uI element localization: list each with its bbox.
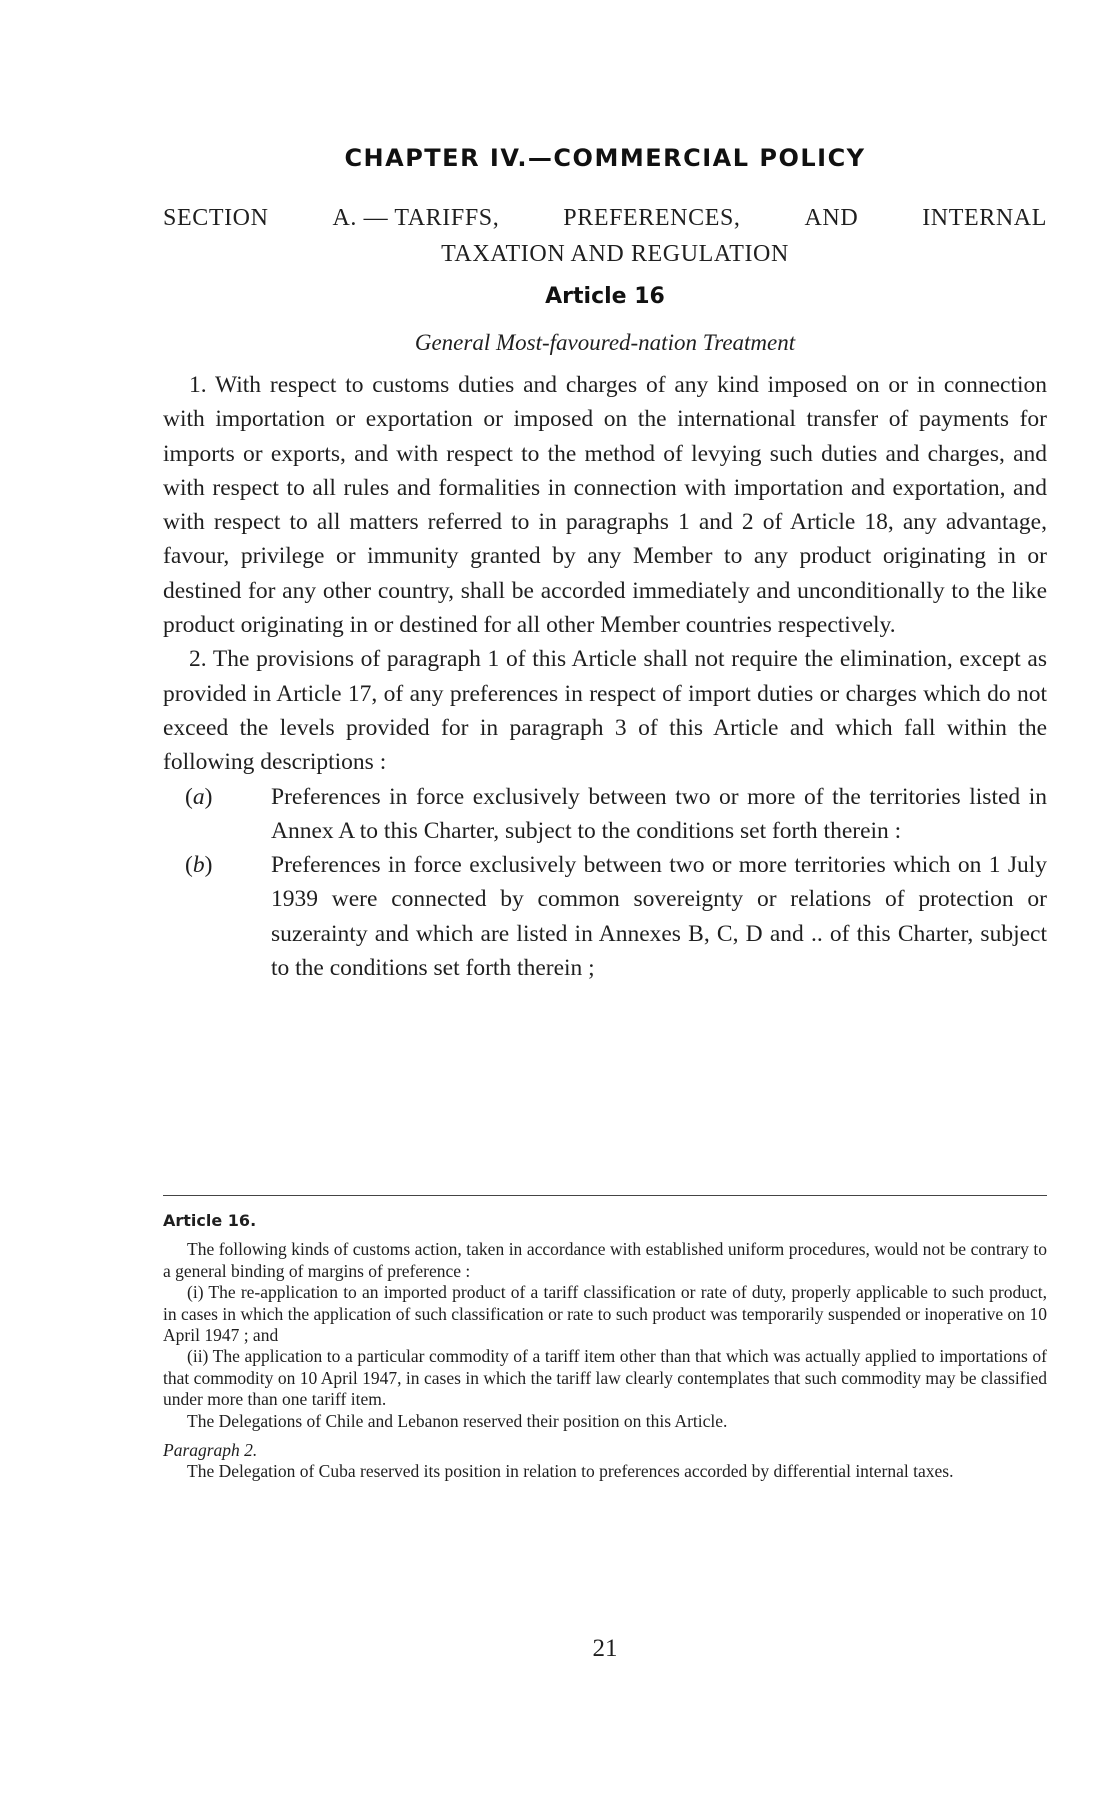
page-number: 21 (592, 1635, 618, 1662)
article-subtitle: General Most-favoured-nation Treatment (414, 330, 796, 355)
section-heading-line-2: TAXATION AND REGULATION (441, 241, 789, 267)
list-marker: (a) (185, 783, 213, 810)
list-item-text: Preferences in force exclusively between two or more of the territories listed in Annex A to this Charter, subject to the conditions set forth therein : (271, 783, 1047, 844)
note-paragraph-heading: Paragraph 2. (163, 1440, 258, 1461)
section-label: SECTION (163, 205, 269, 231)
article-body (163, 368, 1047, 985)
chapter-title: CHAPTER IV.—COMMERCIAL POLICY (344, 144, 866, 172)
note-intro: The following kinds of customs action, taken in accordance with established uniform procedures, would not be contrary to a general binding of margins of preference : (163, 1239, 1047, 1281)
footnote-divider (163, 1195, 1047, 1196)
note-item-ii: (ii) The application to a particular commodity of a tariff item other than that which was actually applied to importations of that commodity on 10 April 1947, in cases in which the tariff law clearly contemplates that such commodity may be classified under more than one tariff item. (163, 1346, 1047, 1410)
footnotes (163, 1210, 1047, 1483)
section-heading-line-1 (163, 200, 1047, 236)
list-item-b (163, 848, 1047, 985)
note-item-i: (i) The re-application to an imported product of a tariff classification or rate of duty, properly applicable to such product, in cases in which the application of such classification or rate to such product was temporarily suspended or inoperative on 10 April 1947 ; and (163, 1282, 1047, 1346)
paragraph-2: 2. The provisions of paragraph 1 of this Article shall not require the elimination, except as provided in Article 17, of any preferences in respect of import duties or charges which do not exceed the levels provided for in paragraph 3 of this Article and which fall within the following descriptions : (163, 646, 1047, 776)
section-word: AND (804, 205, 859, 231)
note-heading: Article 16. (163, 1211, 257, 1230)
section-heading (163, 200, 1047, 272)
section-word: INTERNAL (922, 205, 1047, 231)
list-item-a (163, 780, 1047, 849)
paragraph-1: 1. With respect to customs duties and charges of any kind imposed on or in connection with importation or exportation or imposed on the international transfer of payments for imports or exports, and with respect to the method of levying such duties and charges, and with respect to all rules and formalities in connection with importation and exportation, and with respect to all matters referred to in paragraphs 1 and 2 of Article 18, any advantage, favour, privilege or immunity granted by any Member to any product originating in or destined for any other country, shall be accorded immediately and unconditionally to the like product originating in or destined for all other Member countries respectively. (163, 372, 1047, 639)
section-word: A. — TARIFFS, (332, 205, 500, 231)
note-reservation: The Delegations of Chile and Lebanon reserved their position on this Article. (187, 1410, 728, 1431)
note-cuba: The Delegation of Cuba reserved its position in relation to preferences accorded by differential internal taxes. (187, 1461, 954, 1482)
list-item-text: Preferences in force exclusively between two or more territories which on 1 July 1939 were connected by common sovereignty or relations of protection or suzerainty and which are listed in Annexes B, C, D and .. of this Charter, subject to the conditions set forth therein ; (271, 852, 1047, 982)
section-word: PREFERENCES, (563, 205, 741, 231)
article-title: Article 16 (545, 284, 665, 309)
document-page (163, 0, 1047, 1794)
list-marker: (b) (185, 852, 213, 879)
